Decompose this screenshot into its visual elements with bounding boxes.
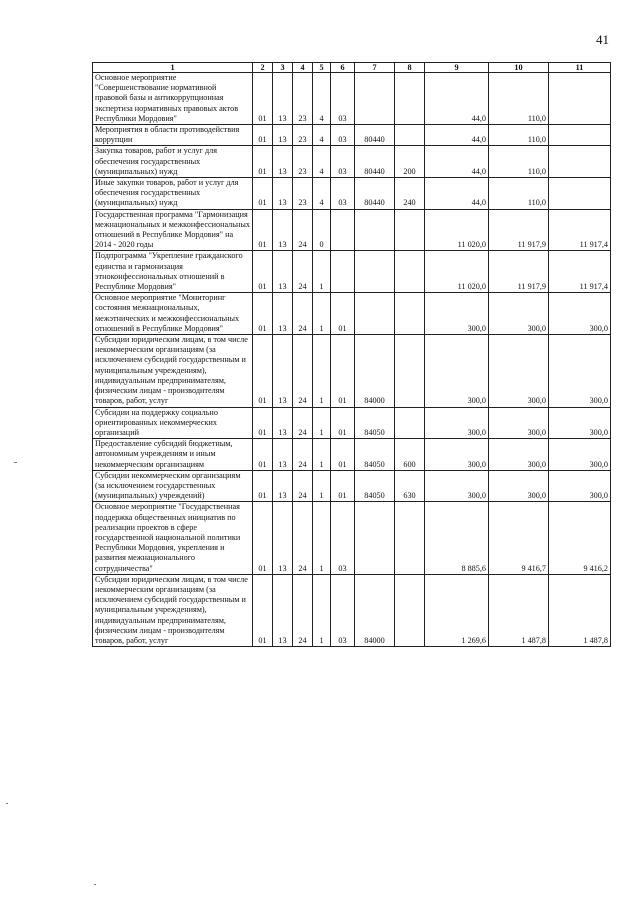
table-row [93,125,611,146]
amount-col-10: 110,0 [489,178,549,210]
code-direction: 80440 [355,178,395,210]
col-header-1: 1 [93,63,253,73]
code-ministry: 01 [253,574,273,646]
code-section: 13 [273,178,293,210]
code-event: 01 [331,335,355,407]
code-expense-type [395,293,425,335]
code-ministry: 01 [253,251,273,293]
code-subprogram: 1 [313,293,331,335]
amount-col-11 [549,146,611,178]
code-ministry: 01 [253,407,273,439]
row-name: Основное мероприятие "Государственная поддержка общественных инициатив по реализации проектов в сфере государственной национальной политики Республики Мордовия, укрепления и развития межнационального сотрудничества" [93,502,253,574]
amount-col-11 [549,178,611,210]
code-subprogram: 1 [313,470,331,502]
code-expense-type [395,209,425,251]
row-name: Мероприятия в области противодействия коррупции [93,125,253,146]
amount-col-9: 300,0 [425,407,489,439]
code-event [331,209,355,251]
code-event: 01 [331,293,355,335]
header-row [93,63,611,73]
code-ministry: 01 [253,125,273,146]
code-subprogram: 4 [313,146,331,178]
code-ministry: 01 [253,439,273,471]
code-subprogram: 1 [313,439,331,471]
table-row [93,178,611,210]
amount-col-11 [549,73,611,125]
code-direction [355,209,395,251]
amount-col-10: 110,0 [489,146,549,178]
amount-col-11: 11 917,4 [549,251,611,293]
amount-col-9: 44,0 [425,178,489,210]
code-event: 03 [331,125,355,146]
code-program: 24 [293,251,313,293]
col-header-3: 3 [273,63,293,73]
code-expense-type: 200 [395,146,425,178]
amount-col-11: 300,0 [549,293,611,335]
amount-col-10: 1 487,8 [489,574,549,646]
amount-col-9: 300,0 [425,470,489,502]
code-expense-type [395,574,425,646]
amount-col-9: 300,0 [425,439,489,471]
code-program: 23 [293,125,313,146]
code-program: 23 [293,146,313,178]
row-name: Государственная программа "Гармонизация межнациональных и межконфессиональных отношений в Республике Мордовия" на 2014 - 2020 годы [93,209,253,251]
amount-col-9: 11 020,0 [425,251,489,293]
code-program: 24 [293,293,313,335]
col-header-2: 2 [253,63,273,73]
col-header-4: 4 [293,63,313,73]
scan-speck [6,803,8,804]
code-program: 23 [293,178,313,210]
table-row [93,251,611,293]
amount-col-10: 9 416,7 [489,502,549,574]
code-program: 24 [293,439,313,471]
table-row [93,293,611,335]
row-name: Субсидии юридическим лицам, в том числе некоммерческим организациям (за исключением субсидий государственным и муниципальным учреждениям), индивидуальным предпринимателям, физическим лицам - производителям товаров, работ, услуг [93,335,253,407]
page-number: 41 [596,32,609,47]
amount-col-10: 110,0 [489,73,549,125]
code-subprogram: 1 [313,574,331,646]
code-subprogram: 1 [313,335,331,407]
amount-col-10: 300,0 [489,470,549,502]
col-header-6: 6 [331,63,355,73]
code-subprogram: 1 [313,502,331,574]
code-event: 01 [331,439,355,471]
code-section: 13 [273,251,293,293]
code-section: 13 [273,209,293,251]
col-header-8: 8 [395,63,425,73]
code-program: 24 [293,407,313,439]
table-row [93,470,611,502]
amount-col-11: 1 487,8 [549,574,611,646]
code-direction [355,251,395,293]
amount-col-10: 300,0 [489,407,549,439]
code-event: 03 [331,178,355,210]
col-header-10: 10 [489,63,549,73]
code-direction: 80440 [355,146,395,178]
amount-col-10: 300,0 [489,293,549,335]
table-row [93,209,611,251]
amount-col-10: 300,0 [489,439,549,471]
table-row [93,407,611,439]
code-event: 01 [331,407,355,439]
table-row [93,335,611,407]
code-ministry: 01 [253,146,273,178]
amount-col-11: 300,0 [549,335,611,407]
code-direction: 80440 [355,125,395,146]
amount-col-10: 110,0 [489,125,549,146]
code-direction: 84050 [355,439,395,471]
code-ministry: 01 [253,293,273,335]
table-row [93,502,611,574]
code-program: 24 [293,502,313,574]
amount-col-9: 11 020,0 [425,209,489,251]
table-row [93,146,611,178]
col-header-11: 11 [549,63,611,73]
row-name: Иные закупки товаров, работ и услуг для обеспечения государственных (муниципальных) нужд [93,178,253,210]
code-ministry: 01 [253,470,273,502]
code-program: 24 [293,470,313,502]
code-direction: 84050 [355,470,395,502]
col-header-7: 7 [355,63,395,73]
amount-col-9: 44,0 [425,73,489,125]
code-subprogram: 1 [313,251,331,293]
amount-col-11: 300,0 [549,470,611,502]
amount-col-11: 11 917,4 [549,209,611,251]
amount-col-10: 11 917,9 [489,209,549,251]
row-name: Основное мероприятие "Мониторинг состояния межнациональных, межэтнических и межконфессиональных отношений в Республике Мордовия" [93,293,253,335]
row-name: Субсидии некоммерческим организациям (за исключением государственных (муниципальных) учреждений) [93,470,253,502]
code-event: 03 [331,146,355,178]
code-section: 13 [273,574,293,646]
code-section: 13 [273,73,293,125]
code-expense-type [395,251,425,293]
code-section: 13 [273,407,293,439]
row-name: Закупка товаров, работ и услуг для обеспечения государственных (муниципальных) нужд [93,146,253,178]
code-expense-type [395,73,425,125]
code-subprogram: 0 [313,209,331,251]
code-direction [355,73,395,125]
amount-col-9: 300,0 [425,293,489,335]
code-ministry: 01 [253,209,273,251]
code-section: 13 [273,470,293,502]
scan-speck [14,462,17,463]
table-row [93,439,611,471]
code-expense-type: 240 [395,178,425,210]
code-expense-type [395,502,425,574]
budget-table [92,62,611,647]
code-program: 23 [293,73,313,125]
table-row [93,574,611,646]
amount-col-10: 300,0 [489,335,549,407]
code-event [331,251,355,293]
amount-col-9: 8 885,6 [425,502,489,574]
amount-col-9: 1 269,6 [425,574,489,646]
code-program: 24 [293,574,313,646]
code-direction: 84000 [355,335,395,407]
code-section: 13 [273,293,293,335]
col-header-9: 9 [425,63,489,73]
amount-col-9: 44,0 [425,146,489,178]
table-row [93,73,611,125]
code-direction [355,502,395,574]
code-section: 13 [273,502,293,574]
amount-col-9: 300,0 [425,335,489,407]
code-section: 13 [273,439,293,471]
code-subprogram: 1 [313,407,331,439]
code-direction [355,293,395,335]
col-header-5: 5 [313,63,331,73]
amount-col-9: 44,0 [425,125,489,146]
amount-col-11: 300,0 [549,407,611,439]
table-body [93,73,611,647]
code-ministry: 01 [253,335,273,407]
amount-col-11: 9 416,2 [549,502,611,574]
code-direction: 84050 [355,407,395,439]
code-program: 24 [293,209,313,251]
code-section: 13 [273,335,293,407]
code-expense-type [395,125,425,146]
amount-col-11 [549,125,611,146]
code-expense-type [395,335,425,407]
amount-col-10: 11 917,9 [489,251,549,293]
code-expense-type: 630 [395,470,425,502]
row-name: Субсидии на поддержку социально ориентированных некоммерческих организаций [93,407,253,439]
code-expense-type [395,407,425,439]
code-subprogram: 4 [313,125,331,146]
code-event: 03 [331,574,355,646]
code-event: 03 [331,73,355,125]
code-program: 24 [293,335,313,407]
code-subprogram: 4 [313,178,331,210]
scan-speck [94,884,96,885]
row-name: Подпрограмма "Укрепление гражданского единства и гармонизация этноконфессиональных отношений в Республике Мордовия" [93,251,253,293]
code-subprogram: 4 [313,73,331,125]
amount-col-11: 300,0 [549,439,611,471]
row-name: Основное мероприятие "Совершенствование нормативной правовой базы и антикоррупционная экспертиза нормативных правовых актов Республики Мордовия" [93,73,253,125]
row-name: Субсидии юридическим лицам, в том числе некоммерческим организациям (за исключением субсидий государственным и муниципальным учреждениям), индивидуальным предпринимателям, физическим лицам - производителям товаров, работ, услуг [93,574,253,646]
code-event: 03 [331,502,355,574]
code-expense-type: 600 [395,439,425,471]
code-event: 01 [331,470,355,502]
code-section: 13 [273,125,293,146]
code-ministry: 01 [253,502,273,574]
row-name: Предоставление субсидий бюджетным, автономным учреждениям и иным некоммерческим организациям [93,439,253,471]
code-ministry: 01 [253,178,273,210]
code-ministry: 01 [253,73,273,125]
code-section: 13 [273,146,293,178]
code-direction: 84000 [355,574,395,646]
